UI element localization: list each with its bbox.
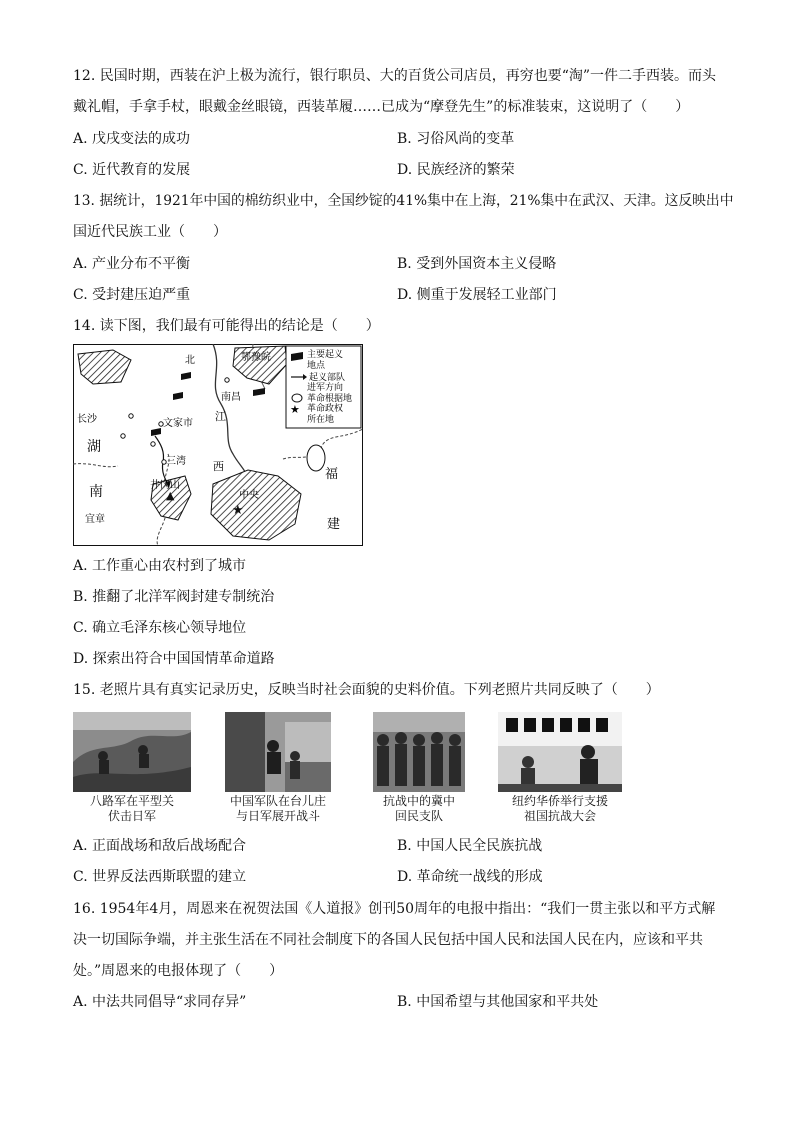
map-label-yizhang: 宜章 (85, 514, 105, 525)
photo1-caption-line1: 八路军在平型关 (89, 794, 174, 808)
map-label-nanchang: 南昌 (221, 392, 241, 403)
q14-option-a[interactable]: A. 工作重心由农村到了城市 (73, 558, 247, 574)
legend-label-2b: 进军方向 (307, 383, 344, 393)
q13-stem-line1: 13. 据统计，1921年中国的棉纺织业中，全国纱锭的41%集中在上海，21%集中在武汉、天津。这反映出中 (73, 193, 734, 209)
svg-text:★: ★ (232, 503, 244, 518)
photo3-caption-line1: 抗战中的冀中 (382, 794, 455, 808)
map-label-bei: 北 (185, 355, 195, 366)
map-label-eyuwan: 鄂豫皖 (241, 352, 271, 363)
q12-stem-line1: 12. 民国时期，西装在沪上极为流行，银行职员、大的百货公司店员，再穷也要“淘”一件二手西装。而头 (73, 68, 717, 84)
photo-niuyue-huaqiao (498, 712, 622, 792)
q13-option-a[interactable]: A. 产业分布不平衡 (73, 256, 191, 272)
legend-label-1b: 地点 (307, 361, 326, 371)
map-label-hu: 湖 (87, 439, 101, 455)
legend-label-2a: 起义部队 (309, 373, 346, 383)
svg-text:★: ★ (290, 403, 300, 416)
q15-stem: 15. 老照片具有真实记录历史，反映当时社会面貌的史料价值。下列老照片共同反映了（ ） (73, 682, 660, 698)
map-label-xi: 西 (213, 460, 224, 473)
map-label-jian: 建 (327, 517, 341, 532)
map-label-wenjiashi: 文家市 (163, 418, 193, 429)
q12-option-b[interactable]: B. 习俗风尚的变革 (397, 131, 515, 147)
q14-option-c[interactable]: C. 确立毛泽东核心领导地位 (73, 620, 247, 636)
q12-option-c[interactable]: C. 近代教育的发展 (73, 162, 191, 178)
photo-taierzhuang (225, 712, 331, 792)
legend-label-1a: 主要起义 (307, 350, 344, 360)
q16-stem-line2: 决一切国际争端，并主张生活在不同社会制度下的各国人民包括中国人民和法国人民在内，应该和平共 (73, 932, 703, 948)
map-label-sanwan: 三湾 (166, 456, 186, 467)
legend-label-4a: 革命政权 (307, 404, 344, 414)
map-label-zhongyang: 中央 (239, 490, 259, 501)
map-label-jiang: 江 (215, 410, 226, 423)
q15-option-c[interactable]: C. 世界反法西斯联盟的建立 (73, 869, 247, 885)
photo2-caption-line2: 与日军展开战斗 (235, 809, 320, 823)
legend-label-4b: 所在地 (307, 415, 335, 425)
photo4-caption-line1: 纽约华侨举行支援 (511, 794, 608, 808)
photo1-caption-line2: 伏击日军 (107, 809, 156, 823)
svg-text:▲: ▲ (166, 489, 175, 502)
q14-stem: 14. 读下图，我们最有可能得出的结论是（ ） (73, 318, 380, 334)
map-label-changsha: 长沙 (77, 414, 97, 425)
q12-option-a[interactable]: A. 戊戌变法的成功 (73, 131, 191, 147)
q13-option-c[interactable]: C. 受封建压迫严重 (73, 287, 191, 303)
q13-option-b[interactable]: B. 受到外国资本主义侵略 (397, 256, 557, 272)
q12-option-d[interactable]: D. 民族经济的繁荣 (397, 162, 515, 178)
q13-stem-line2: 国近代民族工业（ ） (73, 224, 227, 240)
q15-option-b[interactable]: B. 中国人民全民族抗战 (397, 838, 543, 854)
q16-stem-line3: 处。”周恩来的电报体现了（ ） (73, 963, 284, 979)
map-label-fu: 福 (325, 467, 339, 482)
photo-pingxingguan (73, 712, 191, 792)
q16-option-b[interactable]: B. 中国希望与其他国家和平共处 (397, 994, 599, 1010)
q16-option-a[interactable]: A. 中法共同倡导“求同存异” (73, 994, 247, 1010)
q15-option-d[interactable]: D. 革命统一战线的形成 (397, 869, 543, 885)
q12-stem-line2: 戴礼帽，手拿手杖，眼戴金丝眼镜，西装革履……已成为“摩登先生”的标准装束，这说明了（ ） (73, 99, 690, 115)
q15-option-a[interactable]: A. 正面战场和敌后战场配合 (73, 838, 247, 854)
map-label-jinggangshan: 井冈山 (150, 480, 180, 491)
q16-stem-line1: 16. 1954年4月，周恩来在祝贺法国《人道报》创刊50周年的电报中指出：“我们一贯主张以和平方式解 (73, 901, 716, 917)
legend-label-3: 革命根据地 (307, 394, 353, 404)
revolution-map (73, 344, 363, 546)
map-label-nan: 南 (89, 484, 103, 500)
photo-jizhong-huimin (373, 712, 465, 792)
q13-option-d[interactable]: D. 侧重于发展轻工业部门 (397, 287, 557, 303)
photo3-caption-line2: 回民支队 (394, 809, 443, 823)
photo2-caption-line1: 中国军队在台儿庄 (229, 794, 326, 808)
photo4-caption-line2: 祖国抗战大会 (523, 809, 596, 823)
q14-option-b[interactable]: B. 推翻了北洋军阀封建专制统治 (73, 589, 275, 605)
q14-option-d[interactable]: D. 探索出符合中国国情革命道路 (73, 651, 275, 667)
